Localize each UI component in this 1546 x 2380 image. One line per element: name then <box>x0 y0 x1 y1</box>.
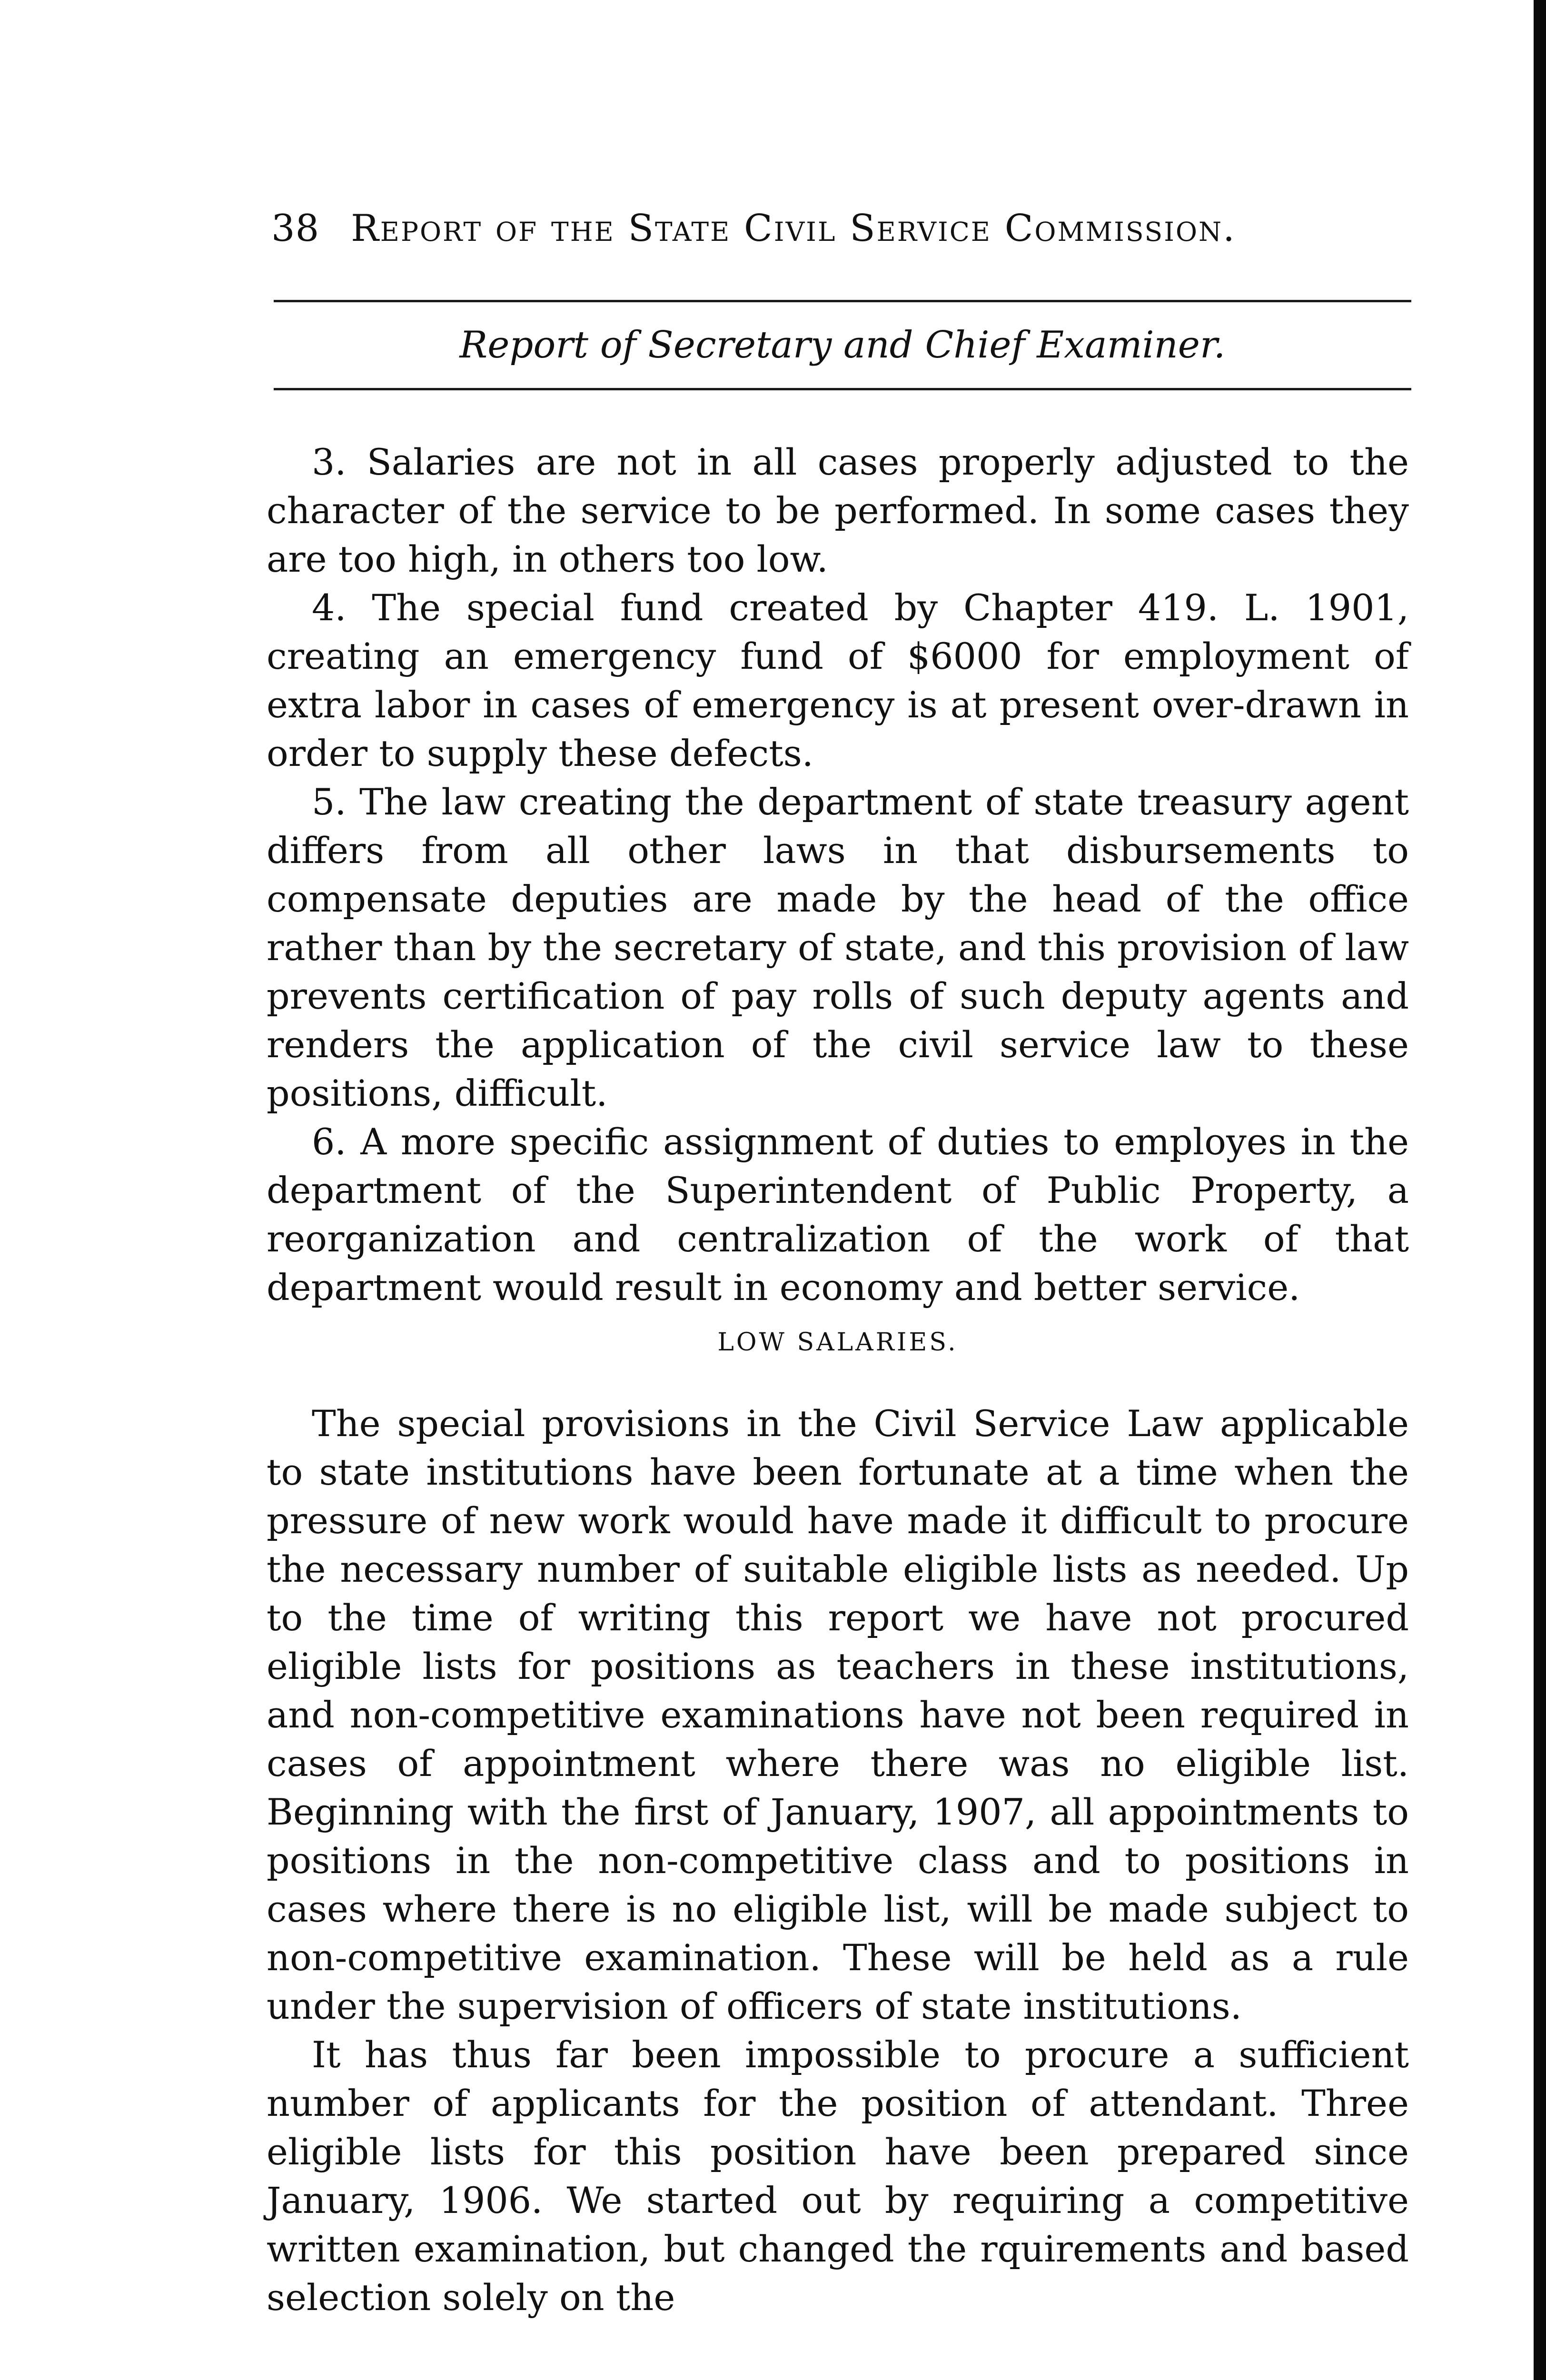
header-rule-top <box>274 300 1411 302</box>
section-subhead: Report of Secretary and Chief Examiner. <box>459 324 1226 367</box>
paragraph-item-4: 4. The special fund created by Chapter 419. L. 1901, creating an emergency fund of $6000 for employment of extra labor in cases of emergency is at present over-drawn in order to supply these defects. <box>267 586 1409 774</box>
low-salaries-section <box>267 1399 1409 2322</box>
paragraph-item-3: 3. Salaries are not in all cases properly adjusted to the character of the service to be performed. In some cases they are too high, in others too low. <box>267 441 1409 580</box>
running-head <box>271 205 1414 252</box>
paragraph-item-5: 5. The law creating the department of state treasury agent differs from all other laws in that disbursements to compensate deputies are made by the head of the office rather than by the secretary of state, and this provision of law prevents certification of pay rolls of such deputy agents and renders the application of the civil service law to these positions, difficult. <box>267 781 1409 1114</box>
paragraph-item-6: 6. A more specific assignment of duties to employes in the department of the Superintendent of Public Property, a reorganization and centralization of the work of that department would result in economy and better service. <box>267 1121 1409 1309</box>
numbered-recommendations <box>267 438 1409 1312</box>
page-number: 38 <box>271 207 320 250</box>
header-rule-bottom <box>274 388 1411 390</box>
scan-edge-border <box>1534 0 1546 2380</box>
paragraph: It has thus far been impossible to procure a sufficient number of applicants for the position of attendant. Three eligible lists for this position have been prepared since January, 1906. We started out by requiring a competitive written examination, but changed the rquirements and based selection solely on the <box>267 2033 1409 2319</box>
running-head-title: Report of the State Civil Service Commission. <box>351 207 1236 250</box>
paragraph: The special provisions in the Civil Service Law applicable to state institutions have been fortunate at a time when the pressure of new work would have made it difficult to procure the necessary number of suitable eligible lists as needed. Up to the time of writing this report we have not procured eligible lists for positions as teachers in these institutions, and non-competitive examinations have not been required in cases of appointment where there was no eligible list. Beginning with the first of January, 1907, all appointments to positions in the non-competitive class and to positions in cases where there is no eligible list, will be made subject to non-competitive examination. These will be held as a rule under the supervision of officers of state institutions. <box>267 1402 1409 2027</box>
section-heading-low-salaries: LOW SALARIES. <box>717 1328 958 1357</box>
